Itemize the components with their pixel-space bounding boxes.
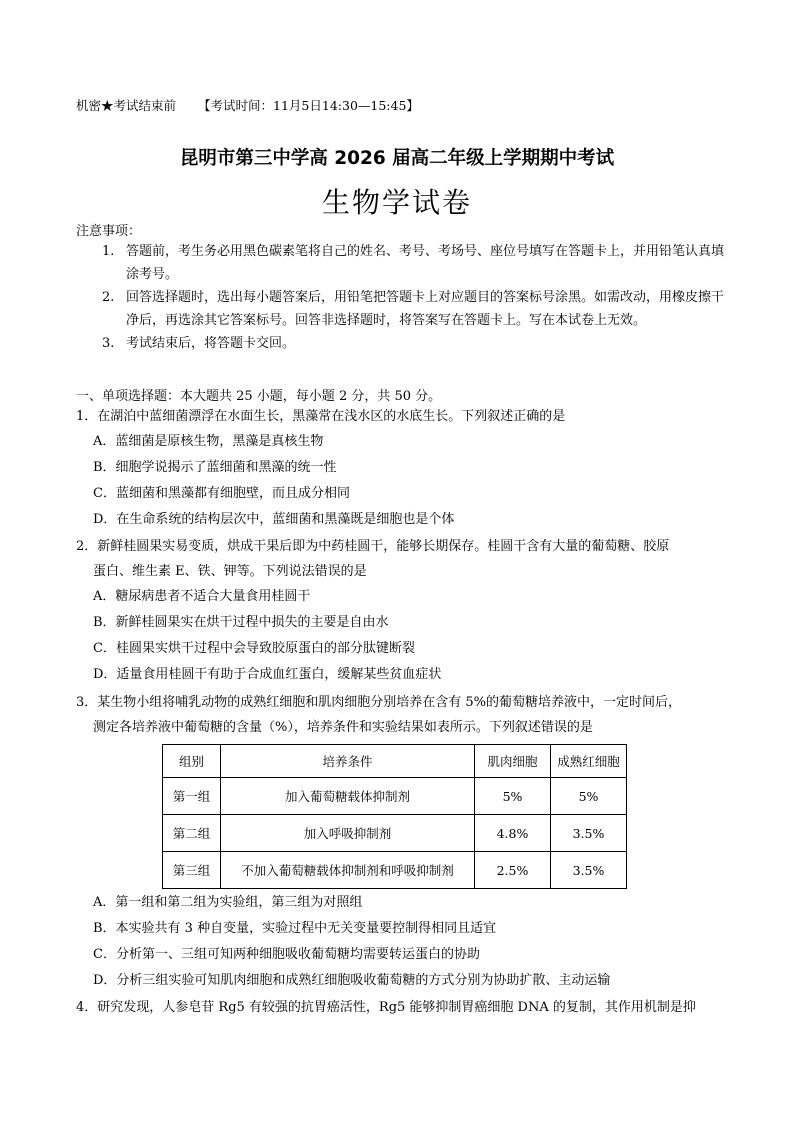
notice-item	[102, 332, 732, 355]
table-cell: 第三组	[163, 852, 221, 889]
question-3-options	[76, 890, 736, 994]
option-b: B．细胞学说揭示了蓝细菌和黑藻的统一性	[93, 460, 337, 475]
option-d: D．分析三组实验可知肌肉细胞和成熟红细胞吸收葡萄糖的方式分别为协助扩散、主动运输	[93, 973, 611, 988]
notice-number: 1.	[102, 244, 115, 259]
table-row	[163, 778, 627, 815]
table-cell: 5%	[475, 778, 551, 815]
option-b: B．新鲜桂圆果实在烘干过程中损失的主要是自由水	[93, 615, 389, 630]
table-cell: 3.5%	[551, 815, 627, 852]
subject-title: 生物学试卷	[321, 186, 472, 219]
question-stem: 3．某生物小组将哺乳动物的成熟红细胞和肌肉细胞分别培养在含有 5%的葡萄糖培养液中，一定时间后，	[76, 695, 682, 710]
table-header-row	[163, 745, 627, 778]
notice-number: 2.	[102, 290, 115, 305]
question-stem: 4．研究发现，人参皂苷 Rg5 有较强的抗胃癌活性，Rg5 能够抑制胃癌细胞 DNA 的复制，其作用机制是抑	[76, 1000, 696, 1015]
question-stem: 1．在湖泊中蓝细菌漂浮在水面生长，黑藻常在浅水区的水底生长。下列叙述正确的是	[76, 409, 566, 424]
table-cell: 第二组	[163, 815, 221, 852]
notice-item	[102, 240, 732, 286]
notice-text: 回答选择题时，选出每小题答案后，用铅笔把答题卡上对应题目的答案标号涂黑。如需改动，用橡皮擦干净后，再选涂其它答案标号。回答非选择题时，将答案写在答题卡上。写在本试卷上无效。	[126, 290, 725, 328]
table-header-cell: 组别	[163, 745, 221, 778]
result-table	[162, 744, 627, 889]
table-cell: 加入呼吸抑制剂	[221, 815, 475, 852]
option-a: A．蓝细菌是原核生物，黑藻是真核生物	[93, 434, 324, 449]
confidential-label: 机密★考试结束前	[76, 98, 177, 113]
exam-title: 昆明市第三中学高 2026 届高二年级上学期期中考试	[179, 148, 615, 169]
question-1	[76, 404, 736, 533]
table-cell: 不加入葡萄糖载体抑制剂和呼吸抑制剂	[221, 852, 475, 889]
header-line	[76, 96, 419, 114]
option-c: C．蓝细菌和黑藻都有细胞壁，而且成分相同	[93, 486, 350, 501]
option-d: D．在生命系统的结构层次中，蓝细菌和黑藻既是细胞也是个体	[93, 512, 455, 527]
question-stem-continued: 蛋白、维生素 E、铁、钾等。下列说法错误的是	[93, 564, 367, 579]
notice-list	[102, 240, 732, 355]
table-row	[163, 852, 627, 889]
notice-item	[102, 286, 732, 332]
notice-number: 3.	[102, 336, 115, 351]
option-c: C．分析第一、三组可知两种细胞吸收葡萄糖均需要转运蛋白的协助	[93, 947, 480, 962]
table-cell: 3.5%	[551, 852, 627, 889]
option-d: D．适量食用桂圆干有助于合成血红蛋白，缓解某些贫血症状	[93, 667, 442, 682]
option-a: A．糖尿病患者不适合大量食用桂圆干	[93, 589, 311, 604]
question-4	[76, 995, 736, 1020]
table-cell: 2.5%	[475, 852, 551, 889]
notice-text: 答题前，考生务必用黑色碳素笔将自己的姓名、考号、考场号、座位号填写在答题卡上，并用铅笔认真填涂考号。	[126, 244, 725, 282]
option-a: A．第一组和第二组为实验组，第三组为对照组	[93, 895, 363, 910]
question-3	[76, 690, 736, 740]
notice-text: 考试结束后，将答题卡交回。	[126, 336, 296, 351]
table-cell: 5%	[551, 778, 627, 815]
table-header-cell: 成熟红细胞	[551, 745, 627, 778]
option-b: B．本实验共有 3 种自变量，实验过程中无关变量要控制得相同且适宜	[93, 921, 497, 936]
table-cell: 4.8%	[475, 815, 551, 852]
table-cell: 第一组	[163, 778, 221, 815]
exam-time: 【考试时间：11月5日14:30—15:45】	[198, 98, 419, 113]
table-header-cell: 培养条件	[221, 745, 475, 778]
table-header-cell: 肌肉细胞	[475, 745, 551, 778]
option-c: C．桂圆果实烘干过程中会导致胶原蛋白的部分肽键断裂	[93, 641, 415, 656]
question-stem-continued: 测定各培养液中葡萄糖的含量（%），培养条件和实验结果如表所示。下列叙述错误的是	[93, 720, 593, 735]
question-stem: 2．新鲜桂圆果实易变质，烘成干果后即为中药桂圆干，能够长期保存。桂圆干含有大量的葡萄糖、胶原	[76, 539, 670, 554]
notice-heading: 注意事项：	[76, 224, 142, 239]
table-cell: 加入葡萄糖载体抑制剂	[221, 778, 475, 815]
table-row	[163, 815, 627, 852]
section-heading: 一、单项选择题：本大题共 25 小题，每小题 2 分，共 50 分。	[76, 389, 442, 404]
question-2	[76, 534, 736, 688]
